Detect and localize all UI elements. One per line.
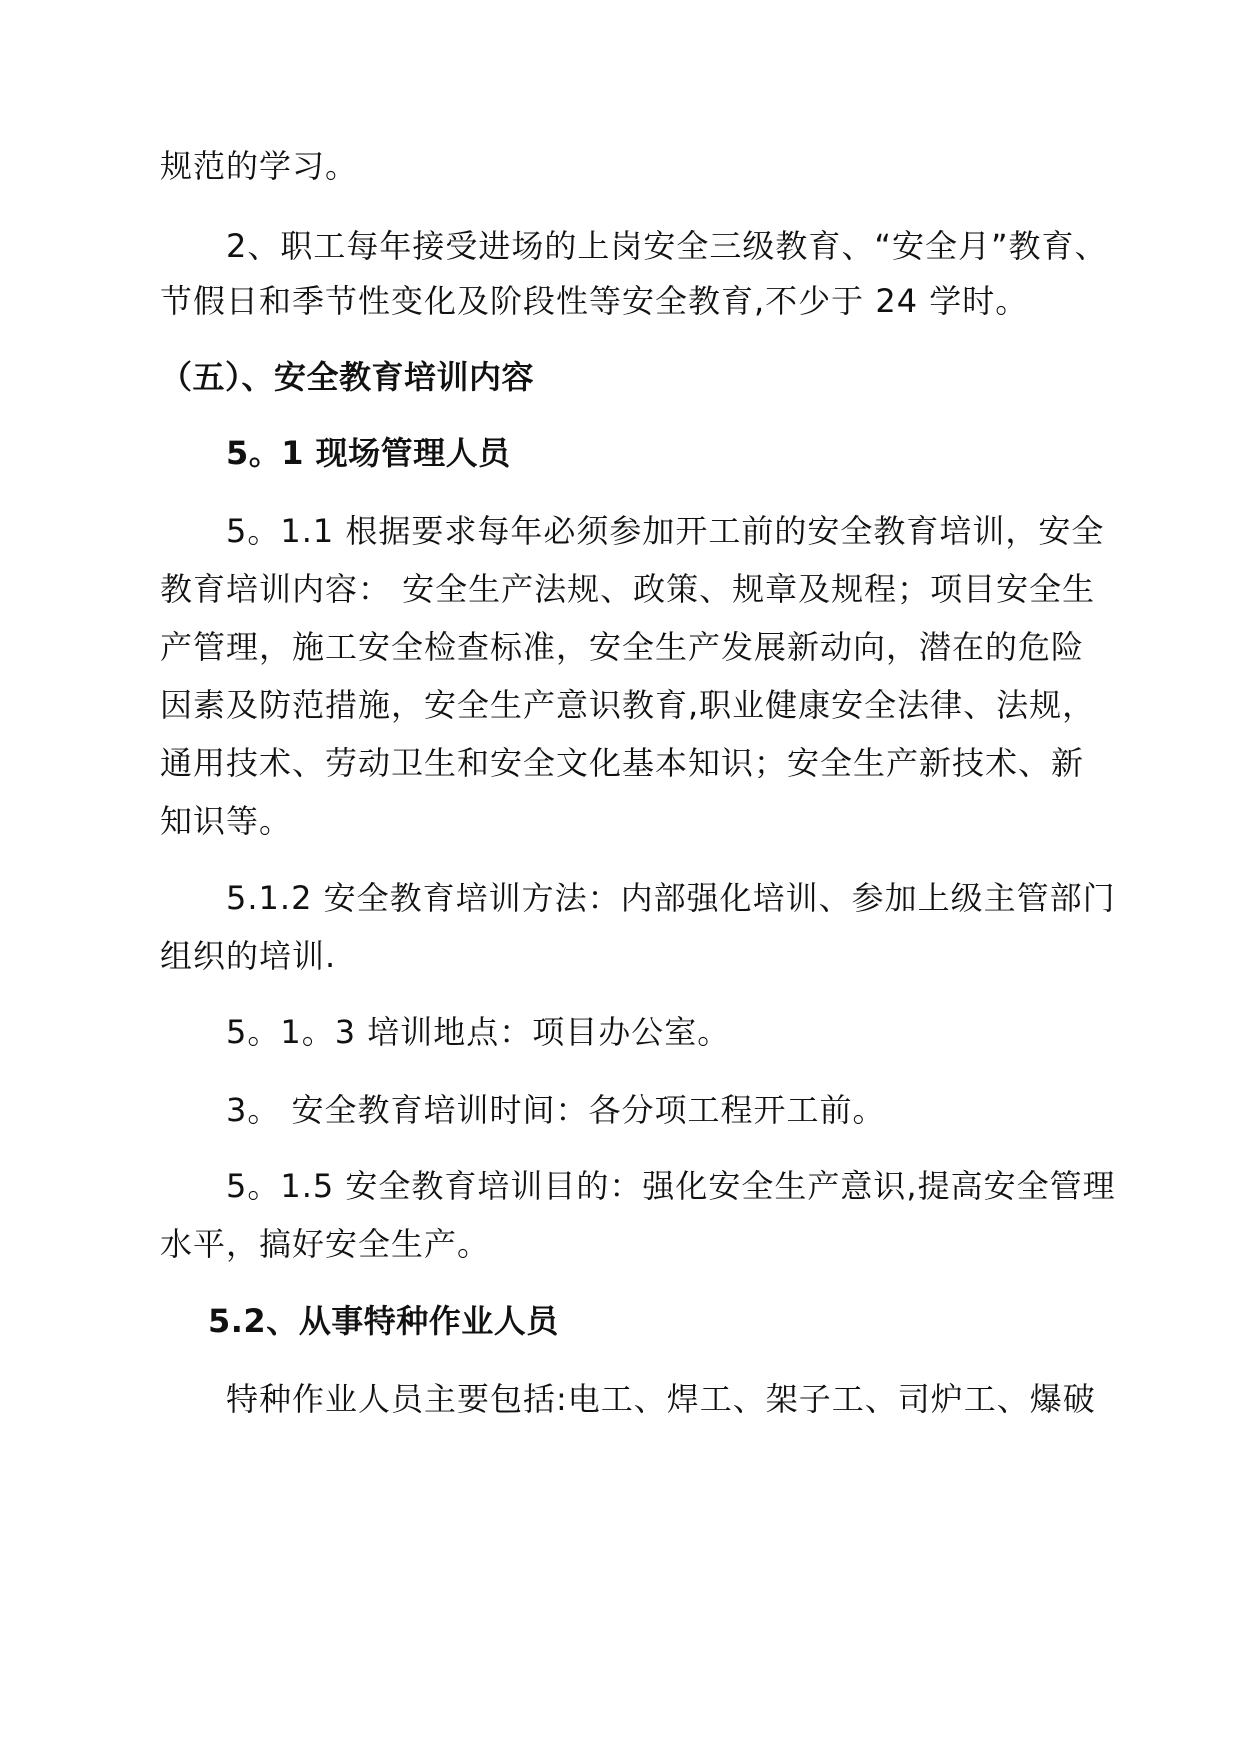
paragraph-line: 教育培训内容： 安全生产法规、政策、规章及规程；项目安全生 bbox=[160, 570, 1096, 608]
paragraph-line: 水平，搞好安全生产。 bbox=[160, 1225, 491, 1263]
paragraph-line: 产管理，施工安全检查标准，安全生产发展新动向，潜在的危险 bbox=[160, 628, 1085, 666]
paragraph-line: 节假日和季节性变化及阶段性等安全教育,不少于 24 学时。 bbox=[160, 282, 1029, 320]
section-heading: （五）、安全教育培训内容 bbox=[160, 358, 535, 396]
paragraph-line: 知识等。 bbox=[160, 802, 293, 840]
paragraph-line: 规范的学习。 bbox=[160, 147, 359, 185]
paragraph-line: 因素及防范措施，安全生产意识教育,职业健康安全法律、法规， bbox=[160, 686, 1096, 724]
paragraph-line: 2、职工每年接受进场的上岗安全三级教育、“安全月”教育、 bbox=[226, 227, 1108, 265]
paragraph-line: 3。 安全教育培训时间：各分项工程开工前。 bbox=[226, 1091, 886, 1129]
subsection-heading: 5。1 现场管理人员 bbox=[226, 434, 511, 472]
paragraph-line: 组织的培训. bbox=[160, 937, 337, 975]
subsection-heading: 5.2、从事特种作业人员 bbox=[208, 1302, 559, 1340]
paragraph-line: 特种作业人员主要包括:电工、焊工、架子工、司炉工、爆破 bbox=[226, 1380, 1096, 1418]
paragraph-line: 通用技术、劳动卫生和安全文化基本知识；安全生产新技术、新 bbox=[160, 744, 1085, 782]
paragraph-line: 5.1.2 安全教育培训方法：内部强化培训、参加上级主管部门 bbox=[226, 879, 1116, 917]
paragraph-line: 5。1。3 培训地点：项目办公室。 bbox=[226, 1013, 731, 1051]
paragraph-line: 5。1.5 安全教育培训目的：强化安全生产意识,提高安全管理 bbox=[226, 1167, 1116, 1205]
paragraph-line: 5。1.1 根据要求每年必须参加开工前的安全教育培训，安全 bbox=[226, 512, 1105, 550]
